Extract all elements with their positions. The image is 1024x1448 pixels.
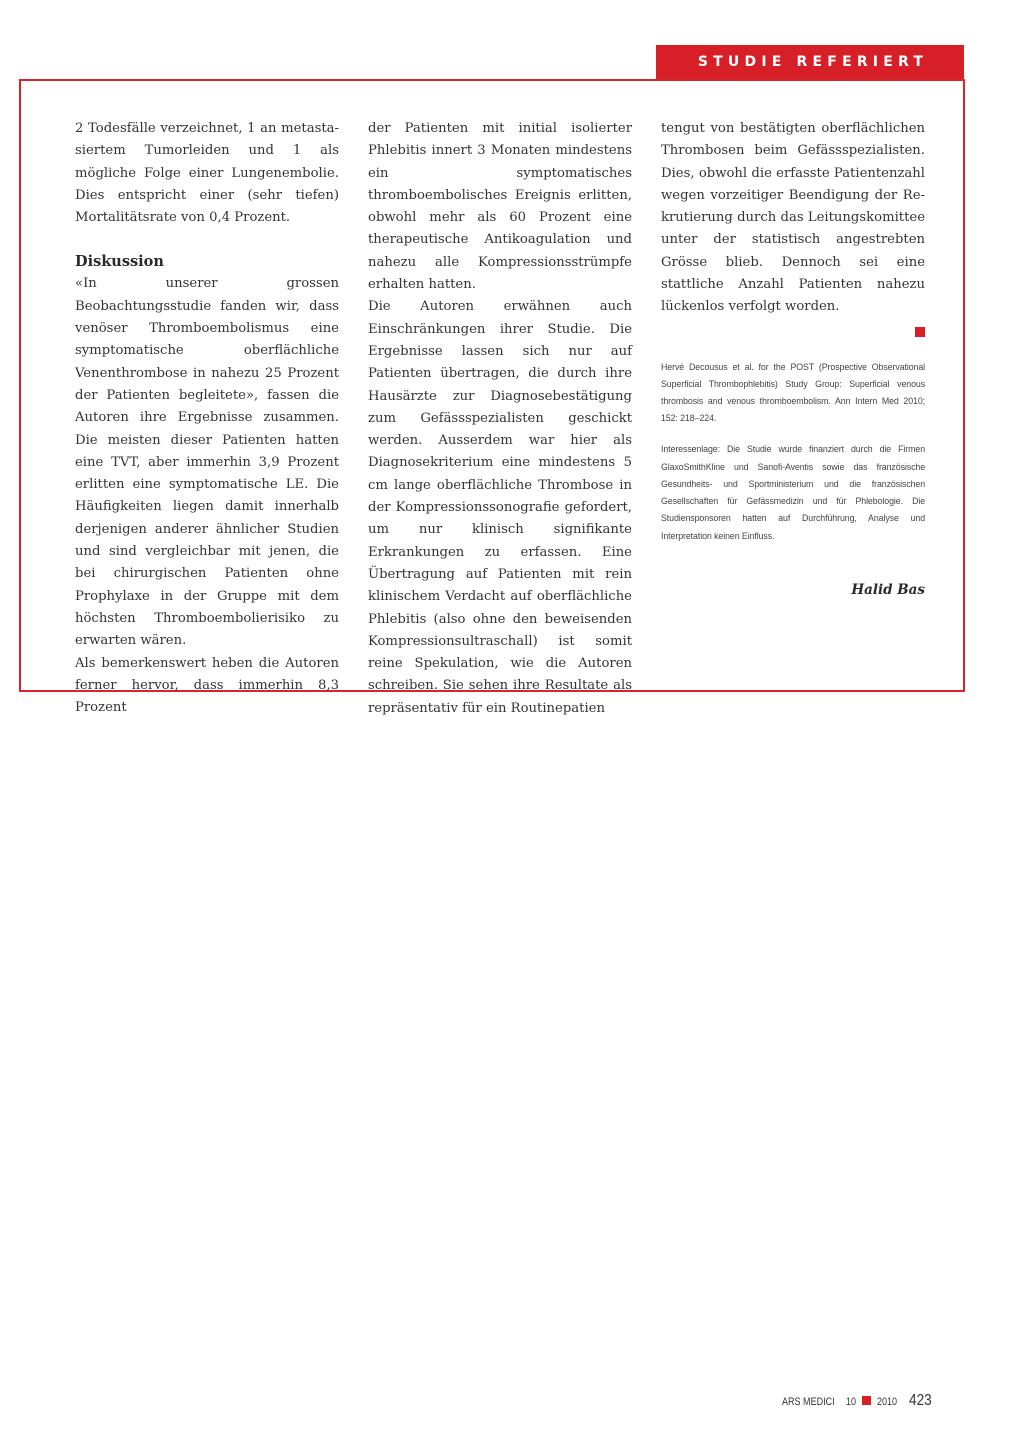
reference-citation: Hervé Decousus et al. for the POST (Prospective Observational Superficial Thrombophlebitis) Study Group: Superficial venous thrombosis and venous thromboembolism. Ann Intern Med 2010; 152: 218–224. xyxy=(661,361,926,425)
article-column-3 xyxy=(661,118,925,601)
section-label: STUDIE REFERIERT xyxy=(656,45,964,79)
page-number: 423 xyxy=(909,1392,932,1409)
section-heading-discussion: Diskussion xyxy=(75,253,164,271)
publication-year: 2010 xyxy=(877,1396,898,1408)
page-footer xyxy=(782,1392,936,1410)
body-paragraph: «In unserer grossen Beobachtungsstudie fanden wir, dass venöser Thromboembolismus eine symptomatische oberflächliche Venenthrombose in nahezu 25 Prozent der Patienten begleitete», fassen die Autoren ihre Ergebnisse zusammen. Die meisten dieser Patienten hatten eine TVT, aber immerhin 3,9 Prozent erlitten eine symptomatische LE. Die Häufigkeiten liegen damit innerhalb derjenigen anderer ähnlicher Studien und sind vergleichbar mit jenen, die bei chirurgischen Patienten ohne Prophylaxe in der Gruppe mit dem höchsten Thromboembolierisiko zu erwarten wären. xyxy=(75,276,339,649)
journal-name: ARS MEDICI xyxy=(782,1396,835,1408)
article-column-1 xyxy=(75,118,339,719)
separator-square-icon xyxy=(862,1396,871,1405)
author-name: Halid Bas xyxy=(851,581,925,598)
end-of-article-square-icon xyxy=(915,327,925,337)
body-paragraph: tengut von bestätigten oberflächlichen Thrombosen beim Gefässspezialisten. Dies, obwohl die erfasste Patientenzahl wegen vorzeitiger Beendigung der Rekrutierung durch das Leitungskomittee unter der statistisch angestrebten Grösse blieb. Dennoch sei eine stattliche Anzahl Patienten nahezu lückenlos verfolgt worden. xyxy=(661,121,925,315)
issue-number: 10 xyxy=(846,1396,857,1408)
article-column-2 xyxy=(368,118,632,720)
body-paragraph: Als bemerkenswert heben die Autoren ferner hervor, dass immerhin 8,3 Prozent xyxy=(75,655,339,716)
conflict-of-interest-note: Interessenlage: Die Studie wurde finanziert durch die Firmen GlaxoSmithKline und Sanofi-Aventis sowie das französische Gesundheits- und Sportministerium und die französischen Gesellschaften für Gefässmedizin und für Phlebologie. Die Studiensponsoren hatten auf Durchführung, Analyse und Interpretation keinen Einfluss. xyxy=(661,444,926,542)
body-paragraph: der Patienten mit initial isolierter Phlebitis innert 3 Monaten mindestens ein symptomatisches thromboembolisches Ereignis erlitten, obwohl mehr als 60 Prozent eine therapeutische Antikoagulation und nahezu alle Kompressionsstrümpfe erhalten hatten. xyxy=(368,121,632,293)
body-paragraph: Die Autoren erwähnen auch Einschränkungen ihrer Studie. Die Ergebnisse lassen sich nur auf Patienten übertragen, die durch ihre Hausärzte zur Diagnosebestätigung zum Gefässspezialisten geschickt werden. Ausserdem war hier als Diagnosekriterium eine mindestens 5 cm lange oberflächliche Thrombose in der Kompressionssonografie gefordert, um nur klinisch signifikante Erkrankungen zu erfassen. Eine Übertragung auf Patienten mit rein klinischem Verdacht auf oberflächliche Phlebitis (also ohne den beweisenden Kompressionsultraschall) ist somit reine Spekulation, wie die Autoren schreiben. Sie sehen ihre Resultate als repräsentativ für ein Routinepatien xyxy=(368,299,632,716)
body-paragraph: 2 Todesfälle verzeichnet, 1 an metastasiertem Tumorleiden und 1 als mögliche Folge einer Lungenembolie. Dies entspricht einer (sehr tiefen) Mortalitätsrate von 0,4 Prozent. xyxy=(75,121,339,226)
